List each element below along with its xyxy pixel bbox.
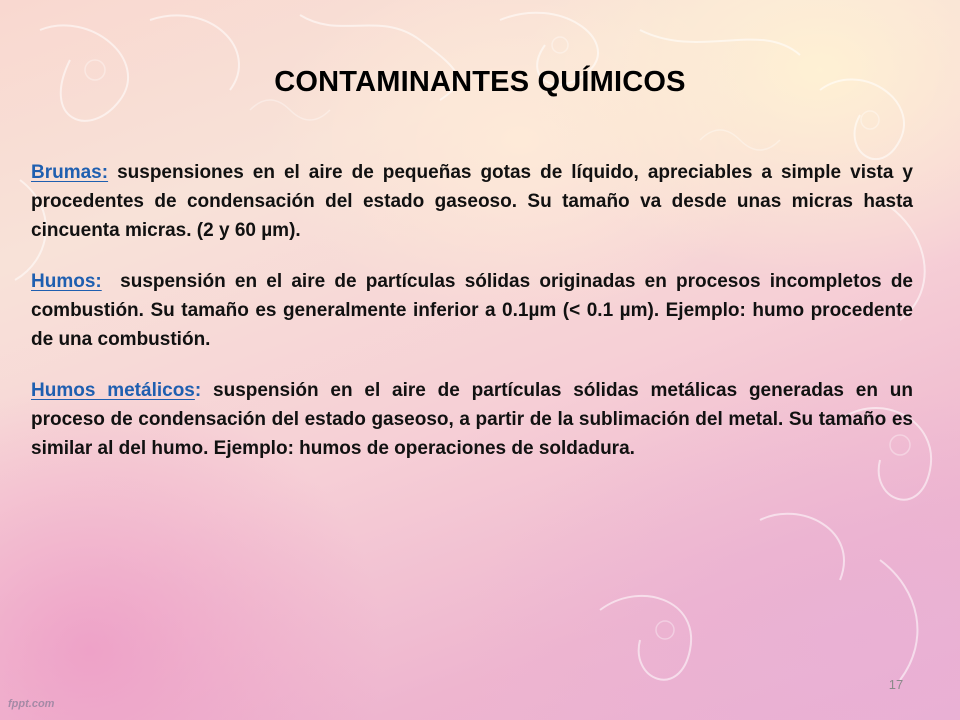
term-link-humos-metalicos[interactable]: Humos metálicos (31, 380, 195, 401)
paragraph-text: suspensiones en el aire de pequeñas gotas de líquido, apreciables a simple vista y procedentes de condensación del estado gaseoso. Su tamaño va desde unas micras hasta cincuenta micras. (2 y 60 µm). (31, 162, 913, 241)
slide-title: CONTAMINANTES QUÍMICOS (274, 66, 686, 98)
page-number: 17 (888, 677, 904, 692)
paragraph-brumas (31, 158, 913, 245)
watermark-logo: fppt.com (8, 698, 55, 710)
slide-body (31, 158, 919, 485)
paragraph-text: suspensión en el aire de partículas sólidas metálicas generadas en un proceso de condensación del estado gaseoso, a partir de la sublimación del metal. Su tamaño es similar al del humo. Ejemplo: humos de operaciones de soldadura. (31, 380, 914, 459)
term-link-brumas[interactable]: Brumas: (31, 162, 109, 183)
paragraph-text: suspensión en el aire de partículas sólidas originadas en procesos incompletos de combustión. Su tamaño es generalmente inferior a 0.1µm (< 0.1 µm). Ejemplo: humo procedente de una combustión. (31, 271, 919, 350)
term-colon: : (194, 380, 202, 401)
paragraph-humos-metalicos (31, 376, 913, 463)
term-link-humos[interactable]: Humos: (31, 271, 102, 292)
paragraph-humos (31, 267, 919, 354)
